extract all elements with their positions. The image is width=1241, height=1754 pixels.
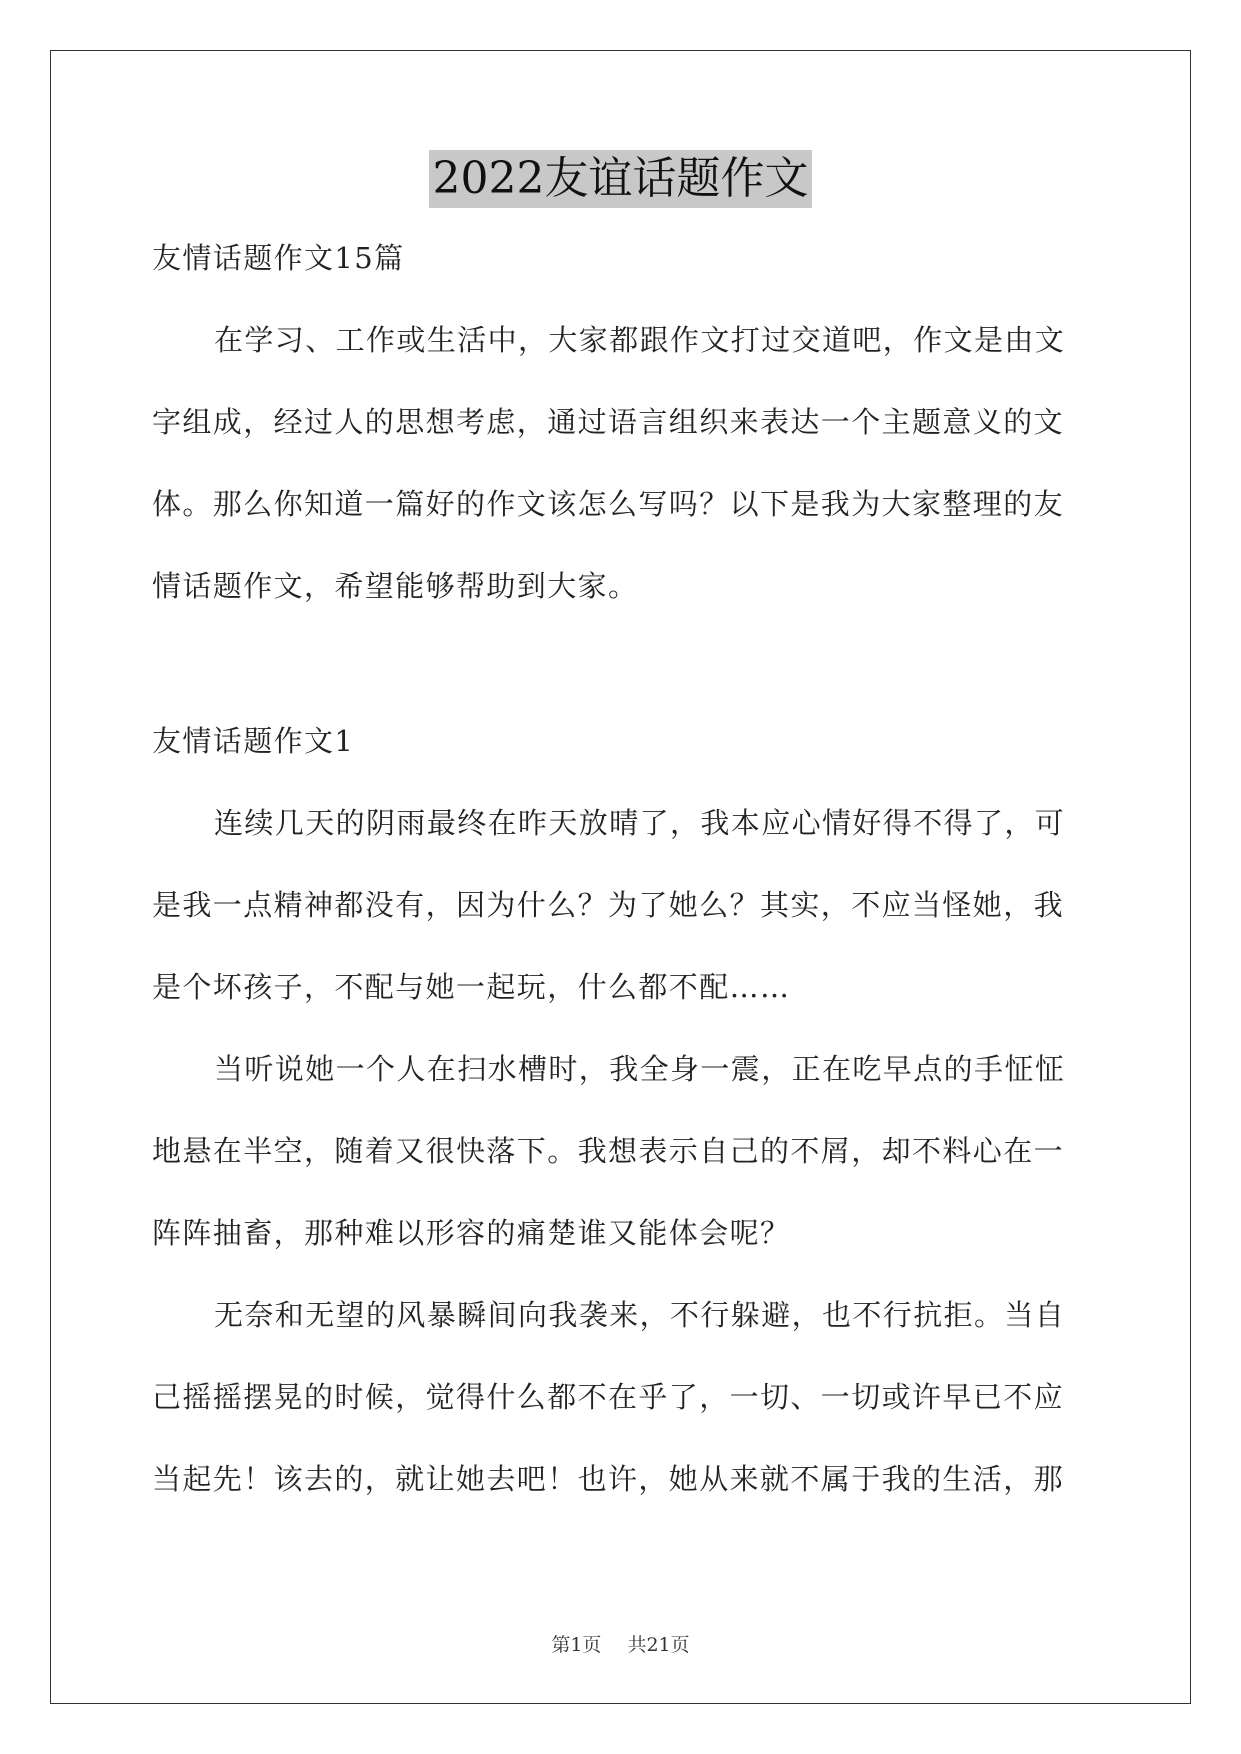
page-number: 第1页 (551, 1634, 602, 1656)
section-heading: 友情话题作文1 (152, 724, 355, 758)
subtitle: 友情话题作文15篇 (152, 241, 405, 275)
document-title: 2022友谊话题作文 (429, 150, 813, 208)
document-body (152, 238, 1092, 1541)
paragraph-line: 当起先！该去的，就让她去吧！也许，她从来就不属于我的生活，那 (152, 1462, 1065, 1496)
title-container (0, 150, 1241, 208)
paragraph-line: 无奈和无望的风暴瞬间向我袭来，不行躲避，也不行抗拒。当自 (214, 1298, 1066, 1332)
paragraph-line: 地悬在半空，随着又很快落下。我想表示自己的不屑，却不料心在一 (152, 1134, 1065, 1168)
intro-line: 字组成，经过人的思想考虑，通过语言组织来表达一个主题意义的文 (152, 405, 1065, 439)
intro-line: 在学习、工作或生活中，大家都跟作文打过交道吧，作文是由文 (214, 323, 1066, 357)
intro-line: 体。那么你知道一篇好的作文该怎么写吗？以下是我为大家整理的友 (152, 487, 1065, 521)
page-total: 共21页 (627, 1634, 690, 1656)
paragraph-line: 阵阵抽畜，那种难以形容的痛楚谁又能体会呢？ (152, 1216, 791, 1250)
paragraph-line: 己摇摇摆晃的时候，觉得什么都不在乎了，一切、一切或许早已不应 (152, 1380, 1065, 1414)
paragraph-line: 连续几天的阴雨最终在昨天放晴了，我本应心情好得不得了，可 (214, 806, 1066, 840)
paragraph-line: 当听说她一个人在扫水槽时，我全身一震，正在吃早点的手怔怔 (214, 1052, 1066, 1086)
paragraph-line: 是个坏孩子，不配与她一起玩，什么都不配…… (152, 970, 791, 1004)
page-footer (0, 1630, 1241, 1657)
intro-line: 情话题作文，希望能够帮助到大家。 (152, 569, 639, 603)
paragraph-line: 是我一点精神都没有，因为什么？为了她么？其实，不应当怪她，我 (152, 888, 1065, 922)
